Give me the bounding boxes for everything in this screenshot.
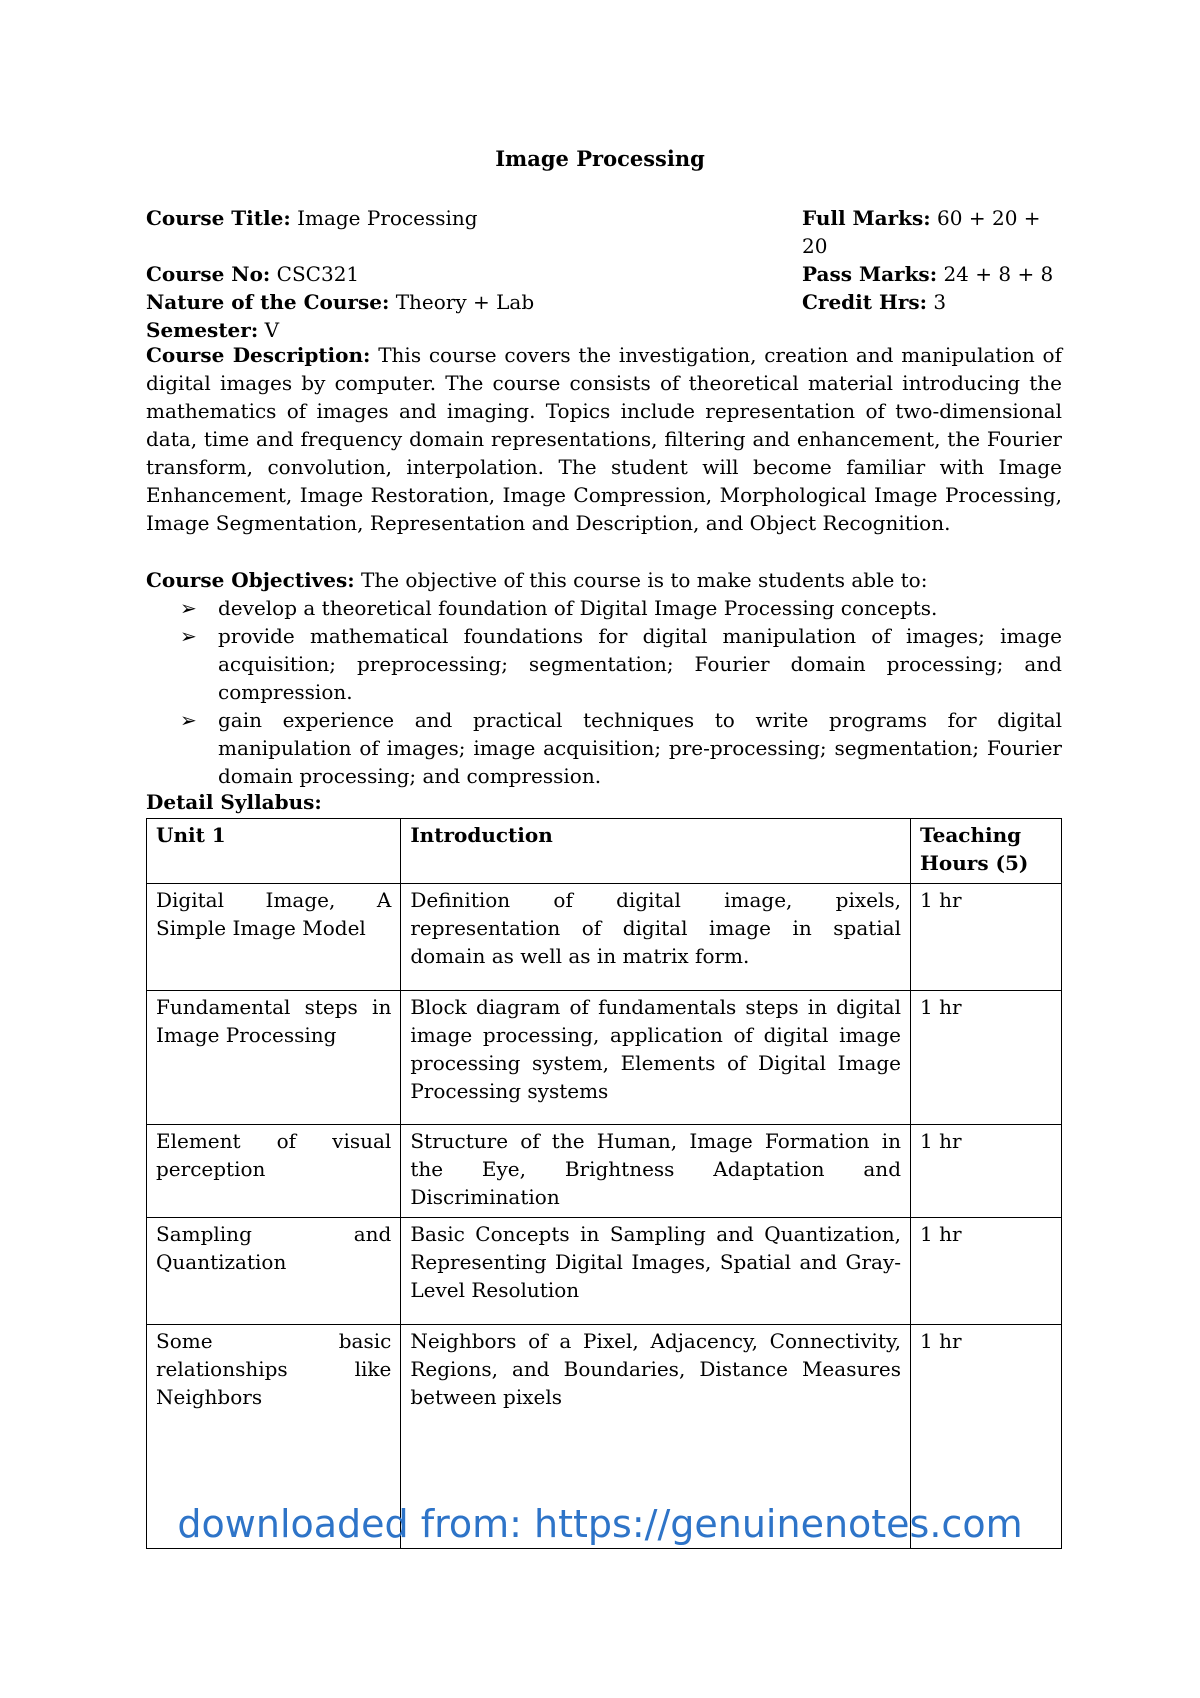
arrow-bullet-icon: ➢ [180,596,197,620]
cell-details: Basic Concepts in Sampling and Quantization, Representing Digital Images, Spatial and Gray-Level Resolution [401,1218,911,1325]
arrow-bullet-icon: ➢ [180,708,197,732]
course-objectives [146,566,1062,790]
meta-row [146,316,1062,344]
table-row [147,1125,1062,1218]
course-description [146,341,1062,537]
list-item: ➢ provide mathematical foundations for digital manipulation of images; image acquisition; preprocessing; segmentation; Fourier domain processing; and compression. [180,624,1062,704]
table-header-row [147,819,1062,884]
list-item: ➢ gain experience and practical techniques to write programs for digital manipulation of images; image acquisition; pre-processing; segmentation; Fourier domain processing; and compression. [180,708,1062,788]
watermark-link[interactable]: downloaded from: https://genuinenotes.com [177,1502,1023,1546]
cell-details: Structure of the Human, Image Formation in the Eye, Brightness Adaptation and Discrimination [401,1125,911,1218]
objectives-intro: The objective of this course is to make students able to: [361,568,928,592]
cell-topic: Some basic relationships like Neighbors [147,1325,401,1549]
cell-hours: 1 hr [911,991,1062,1125]
cell-topic: Fundamental steps in Image Processing [147,991,401,1125]
syllabus-table [146,818,1062,1549]
semester: Semester: V [146,318,280,342]
header-hours: Teaching Hours (5) [911,819,1062,884]
pass-marks: Pass Marks: 24 + 8 + 8 [802,262,1054,286]
cell-details: Neighbors of a Pixel, Adjacency, Connectivity, Regions, and Boundaries, Distance Measures between pixels [401,1325,911,1549]
header-unit: Unit 1 [147,819,401,884]
header-topic: Introduction [401,819,911,884]
course-title: Course Title: Image Processing [146,206,478,230]
cell-topic: Digital Image, A Simple Image Model [147,884,401,991]
meta-row [146,260,1062,288]
objectives-list [146,594,1062,790]
cell-hours: 1 hr [911,1218,1062,1325]
cell-hours: 1 hr [911,1125,1062,1218]
cell-topic: Element of visual perception [147,1125,401,1218]
full-marks: Full Marks: 60 + 20 + 20 [802,206,1041,258]
meta-row [146,204,1062,260]
list-item: ➢ develop a theoretical foundation of Digital Image Processing concepts. [180,596,938,620]
meta-row [146,288,1062,316]
objectives-label: Course Objectives: [146,568,355,592]
credit-hours: Credit Hrs: 3 [802,290,947,314]
syllabus-label: Detail Syllabus: [146,790,322,814]
page-title: Image Processing [495,146,705,171]
cell-details: Definition of digital image, pixels, representation of digital image in spatial domain as well as in matrix form. [401,884,911,991]
table-row [147,884,1062,991]
cell-details: Block diagram of fundamentals steps in digital image processing, application of digital image processing system, Elements of Digital Image Processing systems [401,991,911,1125]
table-row [147,1218,1062,1325]
table-row [147,991,1062,1125]
course-no: Course No: CSC321 [146,262,360,286]
course-nature: Nature of the Course: Theory + Lab [146,290,535,314]
cell-hours: 1 hr [911,1325,1062,1549]
description-text: This course covers the investigation, creation and manipulation of digital images by computer. The course consists of theoretical material introducing the mathematics of images and imaging. Topics include representation of two-dimensional data, time and frequency domain representations, filtering and enhancement, the Fourier transform, convolution, interpolation. The student will become familiar with Image Enhancement, Image Restoration, Image Compression, Morphological Image Processing, Image Segmentation, Representation and Description, and Object Recognition. [146,343,1062,535]
cell-topic: Sampling and Quantization [147,1218,401,1325]
description-label: Course Description: [146,343,371,367]
objectives-heading [146,566,1062,594]
arrow-bullet-icon: ➢ [180,624,197,648]
course-meta [146,204,1062,344]
cell-hours: 1 hr [911,884,1062,991]
